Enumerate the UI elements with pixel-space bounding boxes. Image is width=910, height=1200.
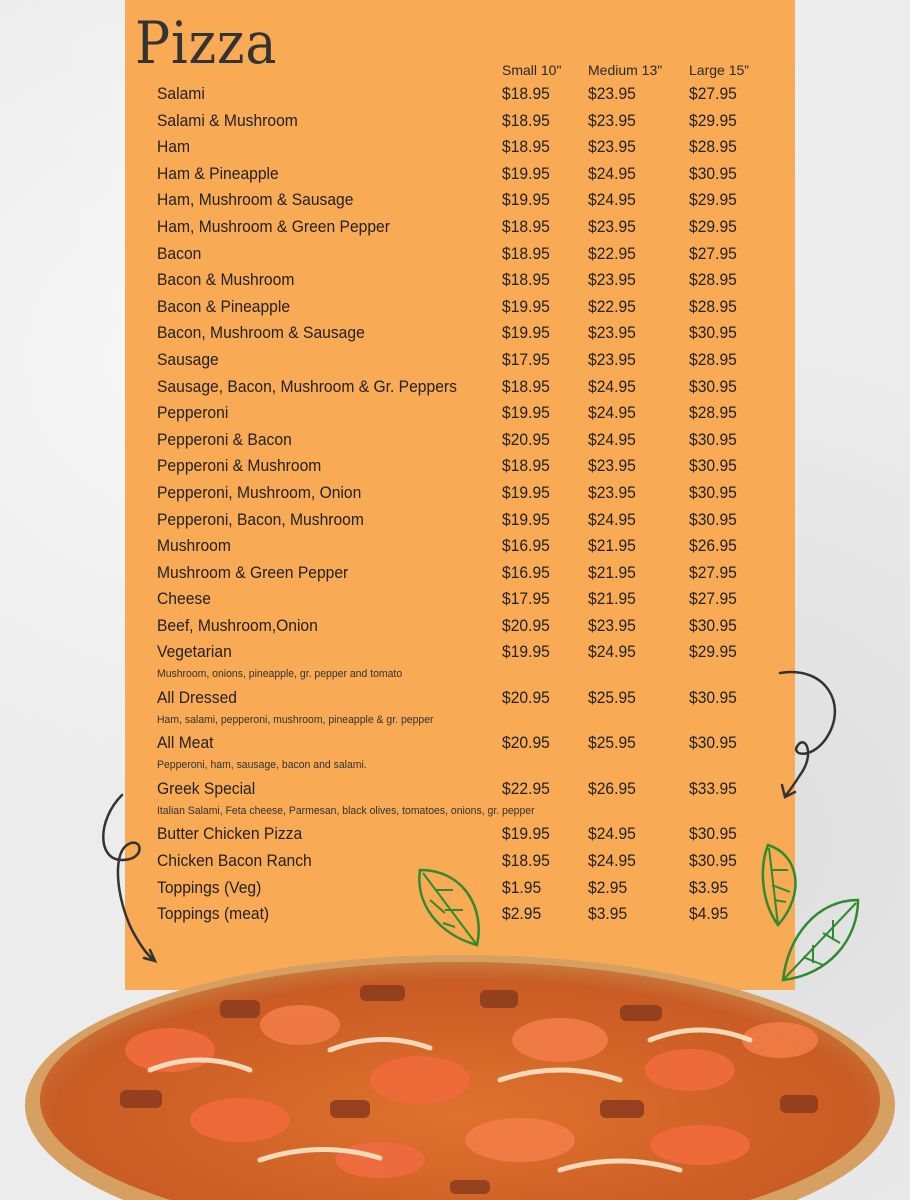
menu-title: Pizza — [135, 9, 278, 77]
item-name: All Meat — [157, 733, 214, 753]
price-small: $18.95 — [502, 851, 550, 871]
item-name: Cheese — [157, 589, 211, 609]
price-small: $19.95 — [502, 509, 550, 529]
item-name: Bacon & Pineapple — [157, 296, 291, 316]
item-name: Pepperoni, Bacon, Mushroom — [157, 509, 364, 529]
price-medium: $24.95 — [588, 824, 636, 844]
price-small: $20.95 — [502, 429, 550, 449]
price-large: $28.95 — [689, 137, 737, 157]
price-medium: $24.95 — [588, 190, 636, 210]
item-description: Pepperoni, ham, sausage, bacon and salami. — [157, 759, 367, 772]
price-medium: $23.95 — [588, 323, 636, 343]
item-description: Mushroom, onions, pineapple, gr. pepper and tomato — [157, 668, 403, 681]
price-medium: $26.95 — [588, 778, 636, 798]
price-medium: $23.95 — [588, 110, 636, 130]
menu-list — [157, 84, 757, 931]
price-large: $30.95 — [689, 429, 737, 449]
item-name: Salami & Mushroom — [157, 110, 298, 130]
item-name: Toppings (Veg) — [157, 877, 262, 897]
menu-item — [157, 111, 757, 138]
item-name: Sausage, Bacon, Mushroom & Gr. Peppers — [157, 376, 457, 396]
column-header-small: Small 10" — [502, 62, 562, 78]
price-medium: $24.95 — [588, 509, 636, 529]
price-large: $3.95 — [689, 877, 729, 897]
price-large: $28.95 — [689, 349, 737, 369]
price-medium: $23.95 — [588, 84, 636, 103]
price-large: $30.95 — [689, 824, 737, 844]
price-small: $19.95 — [502, 403, 550, 423]
price-small: $17.95 — [502, 589, 550, 609]
item-name: Ham, Mushroom & Green Pepper — [157, 216, 390, 236]
item-name: Toppings (meat) — [157, 904, 270, 924]
price-medium: $24.95 — [588, 851, 636, 871]
menu-item — [157, 217, 757, 244]
price-small: $16.95 — [502, 562, 550, 582]
price-large: $28.95 — [689, 270, 737, 290]
price-small: $19.95 — [502, 296, 550, 316]
item-name: Vegetarian — [157, 642, 232, 662]
menu-item — [157, 323, 757, 350]
menu-item — [157, 616, 757, 643]
price-large: $30.95 — [689, 615, 737, 635]
price-medium: $2.95 — [588, 877, 628, 897]
price-small: $18.95 — [502, 456, 550, 476]
price-small: $19.95 — [502, 642, 550, 662]
menu-item — [157, 350, 757, 377]
item-name: Bacon & Mushroom — [157, 270, 295, 290]
menu-item — [157, 377, 757, 404]
price-large: $30.95 — [689, 687, 737, 707]
price-small: $20.95 — [502, 615, 550, 635]
price-medium: $24.95 — [588, 163, 636, 183]
menu-item — [157, 403, 757, 430]
menu-item — [157, 456, 757, 483]
price-medium: $24.95 — [588, 376, 636, 396]
column-header-medium: Medium 13" — [588, 62, 663, 78]
price-small: $19.95 — [502, 482, 550, 502]
price-small: $18.95 — [502, 270, 550, 290]
menu-item — [157, 589, 757, 616]
menu-item — [157, 510, 757, 537]
price-large: $30.95 — [689, 323, 737, 343]
price-small: $1.95 — [502, 877, 542, 897]
item-name: Sausage — [157, 349, 219, 369]
item-name: Ham — [157, 137, 191, 157]
menu-item — [157, 779, 757, 825]
price-small: $19.95 — [502, 323, 550, 343]
menu-item — [157, 84, 757, 111]
price-medium: $21.95 — [588, 562, 636, 582]
price-large: $30.95 — [689, 482, 737, 502]
price-small: $2.95 — [502, 904, 542, 924]
price-large: $26.95 — [689, 536, 737, 556]
price-small: $20.95 — [502, 733, 550, 753]
item-name: Pepperoni & Mushroom — [157, 456, 322, 476]
price-medium: $24.95 — [588, 429, 636, 449]
price-small: $22.95 — [502, 778, 550, 798]
price-small: $19.95 — [502, 190, 550, 210]
menu-item — [157, 244, 757, 271]
menu-item — [157, 137, 757, 164]
menu-item — [157, 733, 757, 779]
price-large: $30.95 — [689, 733, 737, 753]
price-small: $18.95 — [502, 84, 550, 103]
menu-item — [157, 297, 757, 324]
item-name: Chicken Bacon Ranch — [157, 851, 312, 871]
price-large: $4.95 — [689, 904, 729, 924]
price-large: $27.95 — [689, 84, 737, 103]
price-small: $16.95 — [502, 536, 550, 556]
menu-item — [157, 190, 757, 217]
price-medium: $3.95 — [588, 904, 628, 924]
item-name: Salami — [157, 84, 205, 103]
price-large: $30.95 — [689, 456, 737, 476]
menu-item — [157, 483, 757, 510]
item-name: Greek Special — [157, 778, 256, 798]
item-name: All Dressed — [157, 687, 237, 707]
price-large: $29.95 — [689, 642, 737, 662]
swirl-arrow-icon — [770, 665, 850, 805]
price-large: $29.95 — [689, 190, 737, 210]
price-medium: $24.95 — [588, 642, 636, 662]
price-large: $30.95 — [689, 163, 737, 183]
price-medium: $23.95 — [588, 137, 636, 157]
price-medium: $21.95 — [588, 536, 636, 556]
menu-item — [157, 430, 757, 457]
item-name: Pepperoni, Mushroom, Onion — [157, 482, 362, 502]
item-name: Bacon — [157, 243, 202, 263]
price-small: $18.95 — [502, 137, 550, 157]
price-small: $17.95 — [502, 349, 550, 369]
menu-item — [157, 563, 757, 590]
pizza-photo — [0, 930, 910, 1200]
price-small: $19.95 — [502, 163, 550, 183]
price-large: $27.95 — [689, 243, 737, 263]
price-medium: $23.95 — [588, 270, 636, 290]
item-name: Mushroom — [157, 536, 231, 556]
price-medium: $23.95 — [588, 615, 636, 635]
price-medium: $23.95 — [588, 456, 636, 476]
item-name: Mushroom & Green Pepper — [157, 562, 349, 582]
price-small: $18.95 — [502, 243, 550, 263]
price-small: $18.95 — [502, 376, 550, 396]
price-medium: $23.95 — [588, 216, 636, 236]
price-large: $33.95 — [689, 778, 737, 798]
item-name: Pepperoni & Bacon — [157, 429, 292, 449]
price-large: $30.95 — [689, 851, 737, 871]
menu-item — [157, 536, 757, 563]
item-name: Beef, Mushroom,Onion — [157, 615, 318, 635]
price-medium: $25.95 — [588, 687, 636, 707]
price-large: $27.95 — [689, 589, 737, 609]
price-large: $29.95 — [689, 110, 737, 130]
item-name: Butter Chicken Pizza — [157, 824, 303, 844]
price-medium: $23.95 — [588, 349, 636, 369]
price-medium: $22.95 — [588, 243, 636, 263]
price-medium: $24.95 — [588, 403, 636, 423]
column-header-large: Large 15” — [689, 62, 749, 78]
menu-item — [157, 642, 757, 688]
price-large: $28.95 — [689, 403, 737, 423]
price-small: $20.95 — [502, 687, 550, 707]
menu-item — [157, 164, 757, 191]
price-large: $30.95 — [689, 376, 737, 396]
item-description: Ham, salami, pepperoni, mushroom, pineapple & gr. pepper — [157, 713, 434, 726]
price-large: $30.95 — [689, 509, 737, 529]
price-large: $27.95 — [689, 562, 737, 582]
price-medium: $23.95 — [588, 482, 636, 502]
menu-item — [157, 688, 757, 734]
price-large: $29.95 — [689, 216, 737, 236]
item-name: Pepperoni — [157, 403, 229, 423]
price-medium: $25.95 — [588, 733, 636, 753]
price-small: $18.95 — [502, 216, 550, 236]
price-small: $18.95 — [502, 110, 550, 130]
price-large: $28.95 — [689, 296, 737, 316]
item-name: Bacon, Mushroom & Sausage — [157, 323, 365, 343]
menu-item — [157, 270, 757, 297]
price-medium: $22.95 — [588, 296, 636, 316]
menu-item — [157, 824, 757, 851]
price-small: $19.95 — [502, 824, 550, 844]
item-name: Ham, Mushroom & Sausage — [157, 190, 354, 210]
price-medium: $21.95 — [588, 589, 636, 609]
item-description: Italian Salami, Feta cheese, Parmesan, black olives, tomatoes, onions, gr. pepper — [157, 804, 535, 817]
item-name: Ham & Pineapple — [157, 163, 279, 183]
